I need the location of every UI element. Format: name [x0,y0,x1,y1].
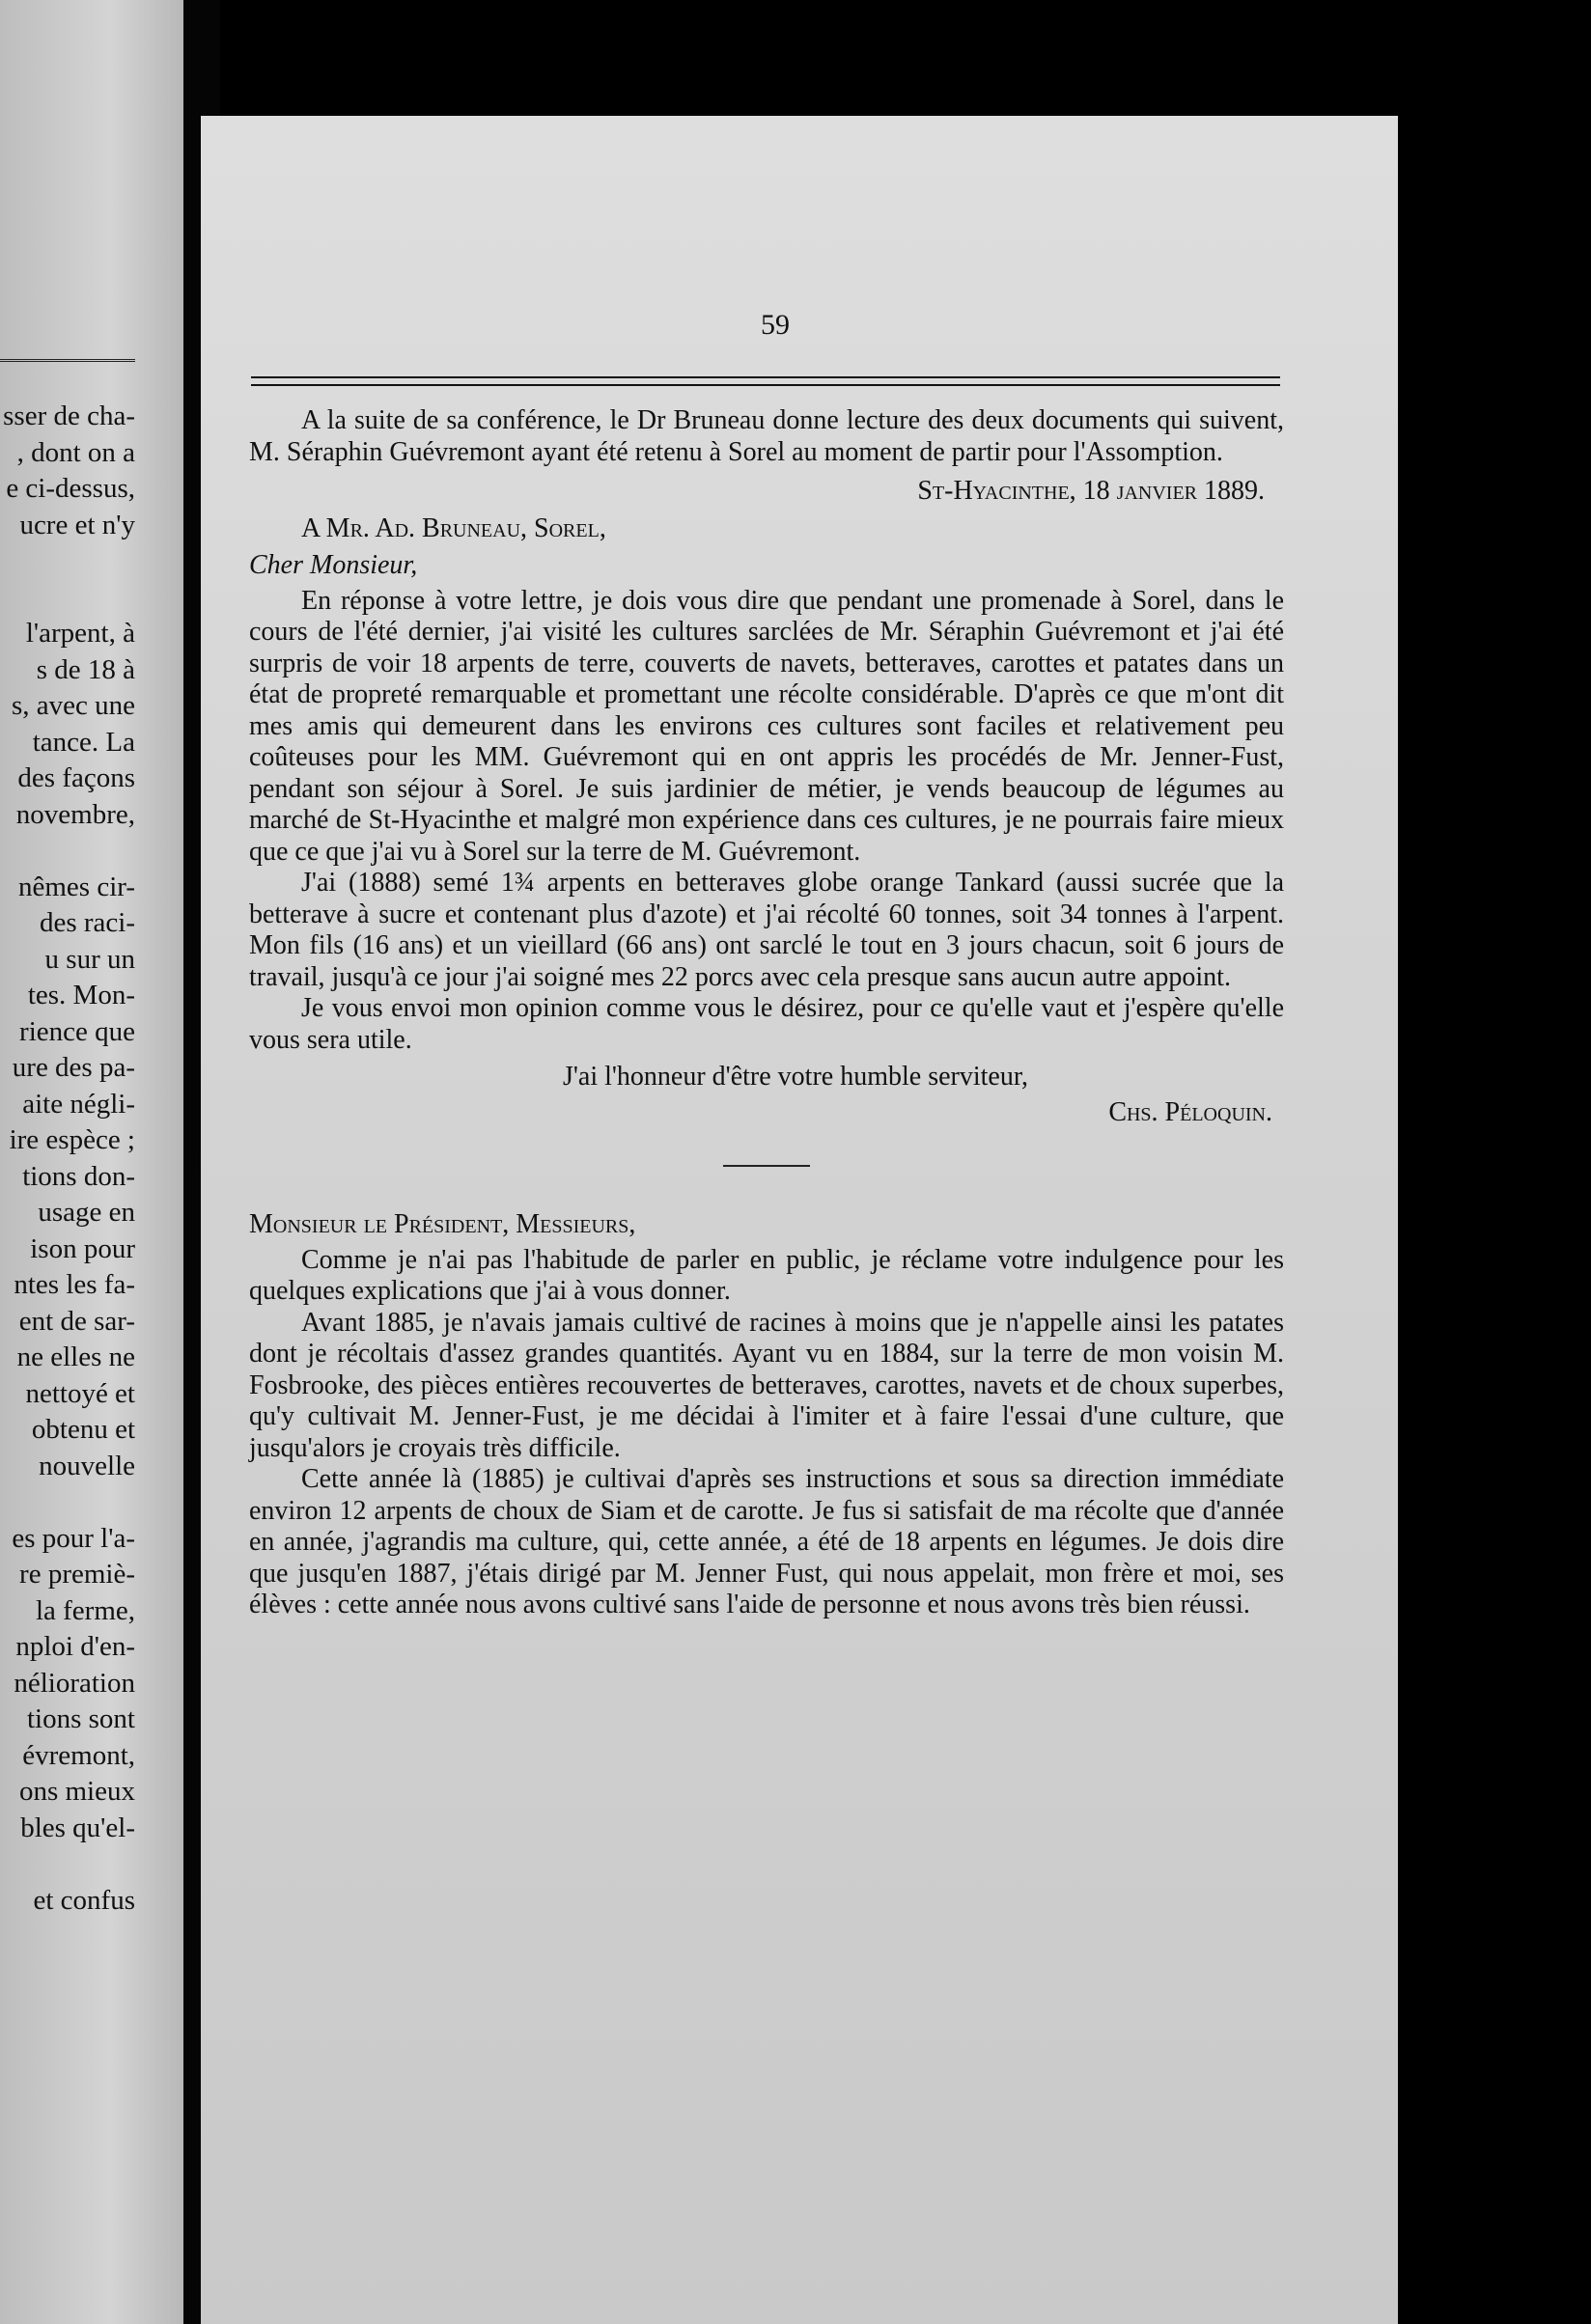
header-rule [251,376,1280,386]
facing-page-line: tions sont [27,1703,135,1734]
letter2-paragraph: Comme je n'ai pas l'habitude de parler en public, je réclame votre indulgence pour les quelques explications que j'ai à vous donner. [249,1244,1284,1306]
letter1-signature: Chs. Péloquin. [1108,1096,1272,1127]
facing-page-line: nêmes cir- [18,871,135,902]
page-body [249,405,1284,1621]
letter1-address: A Mr. Ad. Bruneau, Sorel, [301,512,606,543]
section-divider [723,1165,810,1167]
intro-paragraph: A la suite de sa conférence, le Dr Bruneau donne lecture des deux documents qui suivent, M. Séraphin Guévremont ayant été retenu à Sorel au moment de partir pour l'Assomption. [249,405,1284,467]
facing-page-line: tes. Mon- [27,980,135,1010]
facing-page-line: re premiè- [19,1559,135,1590]
facing-page-line: tions don- [22,1160,135,1192]
facing-page-line: ison pour [30,1232,135,1264]
letter1-dateline: St-Hyacinthe, 18 janvier 1889. [917,476,1265,506]
page-number: 59 [761,309,790,341]
facing-page-line: aite négli- [22,1088,135,1120]
letter1-salutation: Cher Monsieur, [249,550,418,580]
facing-page-line: nettoyé et [25,1377,135,1409]
facing-page-line: u sur un [44,943,135,975]
facing-page-line: ntes les fa- [14,1269,135,1300]
facing-page-line: nélioration [14,1667,135,1699]
facing-page-line: ne elles ne [16,1342,135,1372]
facing-page-line: s de 18 à [36,653,135,685]
scan-border [1398,116,1591,2324]
facing-page-line: des façons [17,762,135,793]
facing-page-line: , dont on a [16,436,135,468]
facing-page-line: rience que [19,1015,135,1047]
facing-page-line: obtenu et [31,1414,135,1445]
facing-page-rule [0,359,135,366]
facing-page-line: tance. La [32,726,135,758]
facing-page-line: ire espèce ; [9,1124,135,1155]
facing-page-line: l'arpent, à [25,618,135,649]
facing-page-line: s, avec une [11,690,135,721]
facing-page-line: bles qu'el- [20,1812,135,1843]
letter2-paragraph: Avant 1885, je n'avais jamais cultivé de racines à moins que je n'appelle ainsi les patates dont je récoltais d'assez grandes quantités. Ayant vu en 1884, sur la terre de mon voisin M. Fosbrooke, des pièces entières recouvertes de betteraves, carottes, navets et de choux superbes, qu'y cultivait M. Jenner-Fust, je me décidai à l'imiter et à faire l'essai d'une culture, que jusqu'alors je croyais très difficile. [249,1307,1284,1463]
facing-page-line: ure des pa- [12,1052,135,1083]
facing-page-line: novembre, [15,798,135,830]
letter1-paragraph: Je vous envoi mon opinion comme vous le désirez, pour ce qu'elle vaut et j'espère qu'elle vous sera utile. [249,993,1284,1055]
facing-page-line: ent de sar- [18,1305,135,1337]
facing-page-line: et confus [33,1884,135,1916]
facing-page-line: nploi d'en- [15,1631,135,1662]
facing-page-line: e ci-dessus, [6,473,135,504]
letter2-paragraph: Cette année là (1885) je cultivai d'après ses instructions et sous sa direction immédiate environ 12 arpents de choux de Siam et de carotte. Je fus si satisfait de ma récolte que d'année en année, j'agrandis ma culture, qui, cette année, a été de 18 arpents en légumes. Je dois dire que jusqu'en 1887, j'étais dirigé par M. Jenner Fust, qui nous appelait, mon frère et moi, ses élèves : cette année nous avons cultivé sans l'aide de personne et nous avons très bien réussi. [249,1464,1284,1619]
scanned-page [201,116,1398,2324]
facing-page-line: ucre et n'y [19,509,135,540]
facing-page-line: usage en [38,1197,135,1228]
facing-page-line: es pour l'a- [12,1522,135,1554]
letter2-address: Monsieur le Président, Messieurs, [249,1209,636,1239]
facing-page-line: évremont, [22,1739,135,1771]
letter1-paragraph: En réponse à votre lettre, je dois vous dire que pendant une promenade à Sorel, dans le cours de l'été dernier, j'ai visité les cultures sarclées de Mr. Séraphin Guévremont et j'ai été surpris de voir 18 arpents de terre, couverts de navets, betteraves, carottes et patates dans un état de propreté remarquable et promettant une récolte considérable. D'après ce que m'ont dit mes amis qui demeurent dans les environs ces cultures sont faciles et relativement peu coûteuses pour les MM. Guévremont qui en ont appris les procédés de Mr. Jenner-Fust, pendant son séjour à Sorel. Je suis jardinier de métier, je vends beaucoup de légumes au marché de St-Hyacinthe et malgré mon expérience dans ces cultures, je ne pourrais faire mieux que ce que j'ai vu à Sorel sur la terre de M. Guévremont. [249,585,1284,867]
letter1-closing: J'ai l'honneur d'être votre humble serviteur, [562,1062,1029,1092]
facing-page [0,0,183,2324]
facing-page-line: nouvelle [39,1450,135,1481]
facing-page-line: sser de cha- [3,401,135,431]
letter1-paragraph: J'ai (1888) semé 1¾ arpents en betteraves globe orange Tankard (aussi sucrée que la betterave à sucre et contenant plus d'azote) et j'ai récolté 60 tonnes, soit 34 tonnes à l'arpent. Mon fils (16 ans) et un vieillard (66 ans) ont sarclé le tout en 3 jours chacun, soit 6 jours de travail, jusqu'à ce jour j'ai soigné mes 22 porcs avec cela presque sans aucun autre appoint. [249,868,1284,992]
facing-page-line: des raci- [39,907,135,938]
facing-page-line: la ferme, [35,1594,135,1626]
facing-page-line: ons mieux [18,1776,135,1807]
